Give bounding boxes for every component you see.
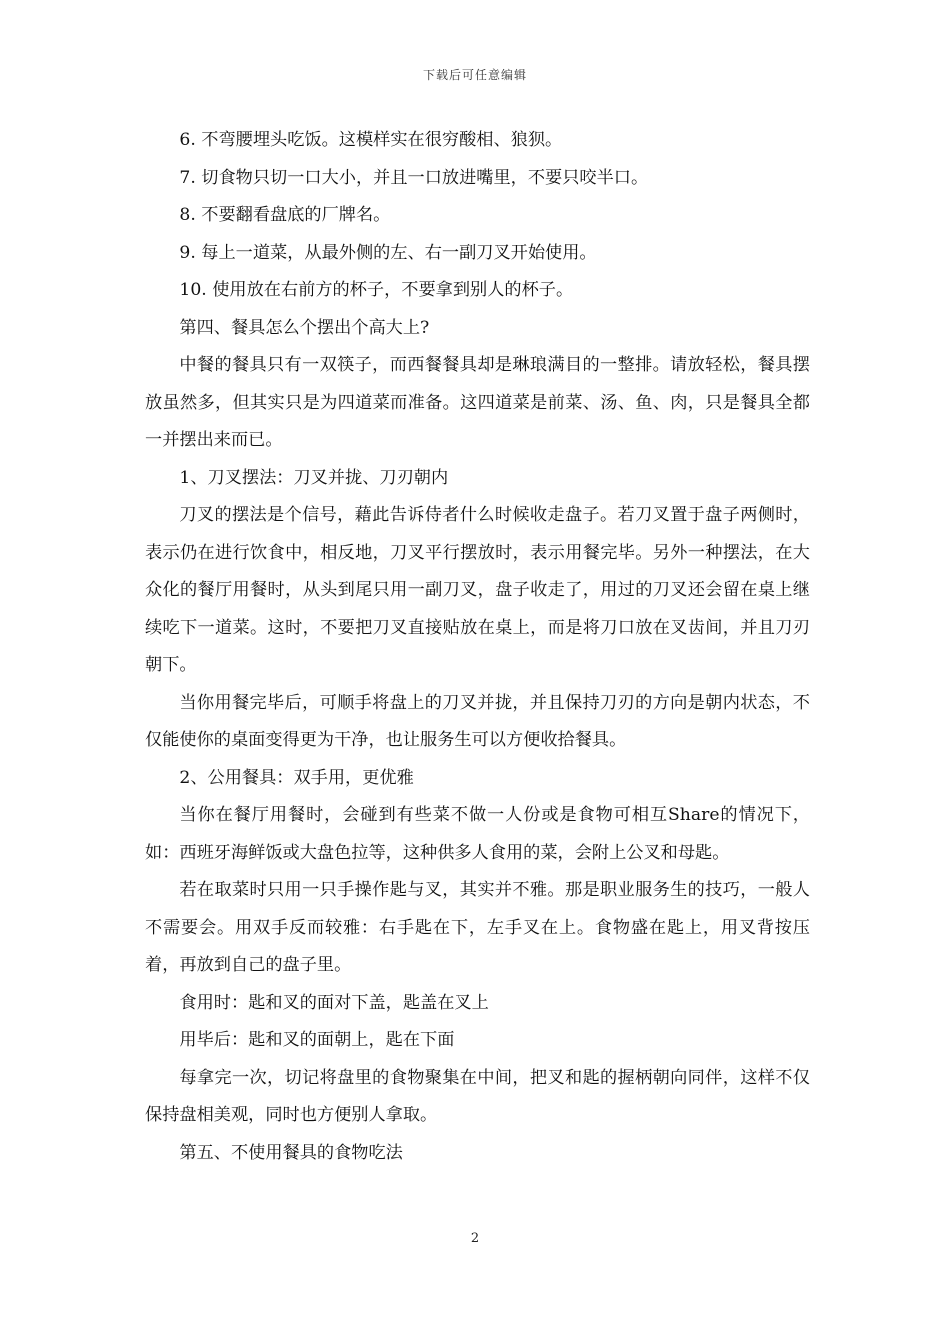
paragraph: 当你在餐厅用餐时，会碰到有些菜不做一人份或是食物可相互Share的情况下，如：西班牙海鲜饭或大盘色拉等，这种供多人食用的菜，会附上公叉和母匙。 bbox=[145, 805, 810, 863]
paragraph: 中餐的餐具只有一双筷子，而西餐餐具却是琳琅满目的一整排。请放轻松，餐具摆放虽然多，但其实只是为四道菜而准备。这四道菜是前菜、汤、鱼、肉，只是餐具全都一并摆出来而已。 bbox=[145, 355, 810, 450]
document-body bbox=[145, 122, 810, 1172]
paragraph: 食用时：匙和叉的面对下盖，匙盖在叉上 bbox=[179, 992, 489, 1013]
section-heading: 第四、餐具怎么个摆出个高大上? bbox=[179, 317, 430, 338]
paragraph: 10. 使用放在右前方的杯子，不要拿到别人的杯子。 bbox=[179, 280, 574, 300]
section-heading: 第五、不使用餐具的食物吃法 bbox=[179, 1142, 403, 1163]
paragraph: 每拿完一次，切记将盘里的食物聚集在中间，把叉和匙的握柄朝向同伴，这样不仅保持盘相美观，同时也方便别人拿取。 bbox=[145, 1067, 810, 1125]
paragraph: 8. 不要翻看盘底的厂牌名。 bbox=[179, 205, 391, 225]
page-header: 下载后可任意编辑 bbox=[422, 68, 527, 82]
paragraph: 7. 切食物只切一口大小，并且一口放进嘴里，不要只咬半口。 bbox=[179, 167, 649, 188]
paragraph: 刀叉的摆法是个信号，藉此告诉侍者什么时候收走盘子。若刀叉置于盘子两侧时，表示仍在进行饮食中，相反地，刀叉平行摆放时，表示用餐完毕。另外一种摆法，在大众化的餐厅用餐时，从头到尾只用一副刀叉，盘子收走了，用过的刀叉还会留在桌上继续吃下一道菜。这时，不要把刀叉直接贴放在桌上，而是将刀口放在叉齿间，并且刀刃朝下。 bbox=[145, 505, 810, 675]
subsection-heading: 1、刀叉摆法：刀叉并拢、刀刃朝内 bbox=[179, 467, 449, 488]
paragraph: 用毕后：匙和叉的面朝上，匙在下面 bbox=[179, 1030, 455, 1050]
subsection-heading: 2、公用餐具：双手用，更优雅 bbox=[179, 767, 414, 788]
paragraph: 当你用餐完毕后，可顺手将盘上的刀叉并拢，并且保持刀刃的方向是朝内状态，不仅能使你的桌面变得更为干净，也让服务生可以方便收拾餐具。 bbox=[145, 692, 810, 750]
paragraph: 9. 每上一道菜，从最外侧的左、右一副刀叉开始使用。 bbox=[179, 242, 597, 263]
paragraph: 6. 不弯腰埋头吃饭。这模样实在很穷酸相、狼狈。 bbox=[179, 130, 563, 150]
page-number: 2 bbox=[470, 1231, 480, 1246]
paragraph: 若在取菜时只用一只手操作匙与叉，其实并不雅。那是职业服务生的技巧，一般人不需要会。用双手反而较雅：右手匙在下，左手叉在上。食物盛在匙上，用叉背按压着，再放到自己的盘子里。 bbox=[145, 880, 810, 975]
